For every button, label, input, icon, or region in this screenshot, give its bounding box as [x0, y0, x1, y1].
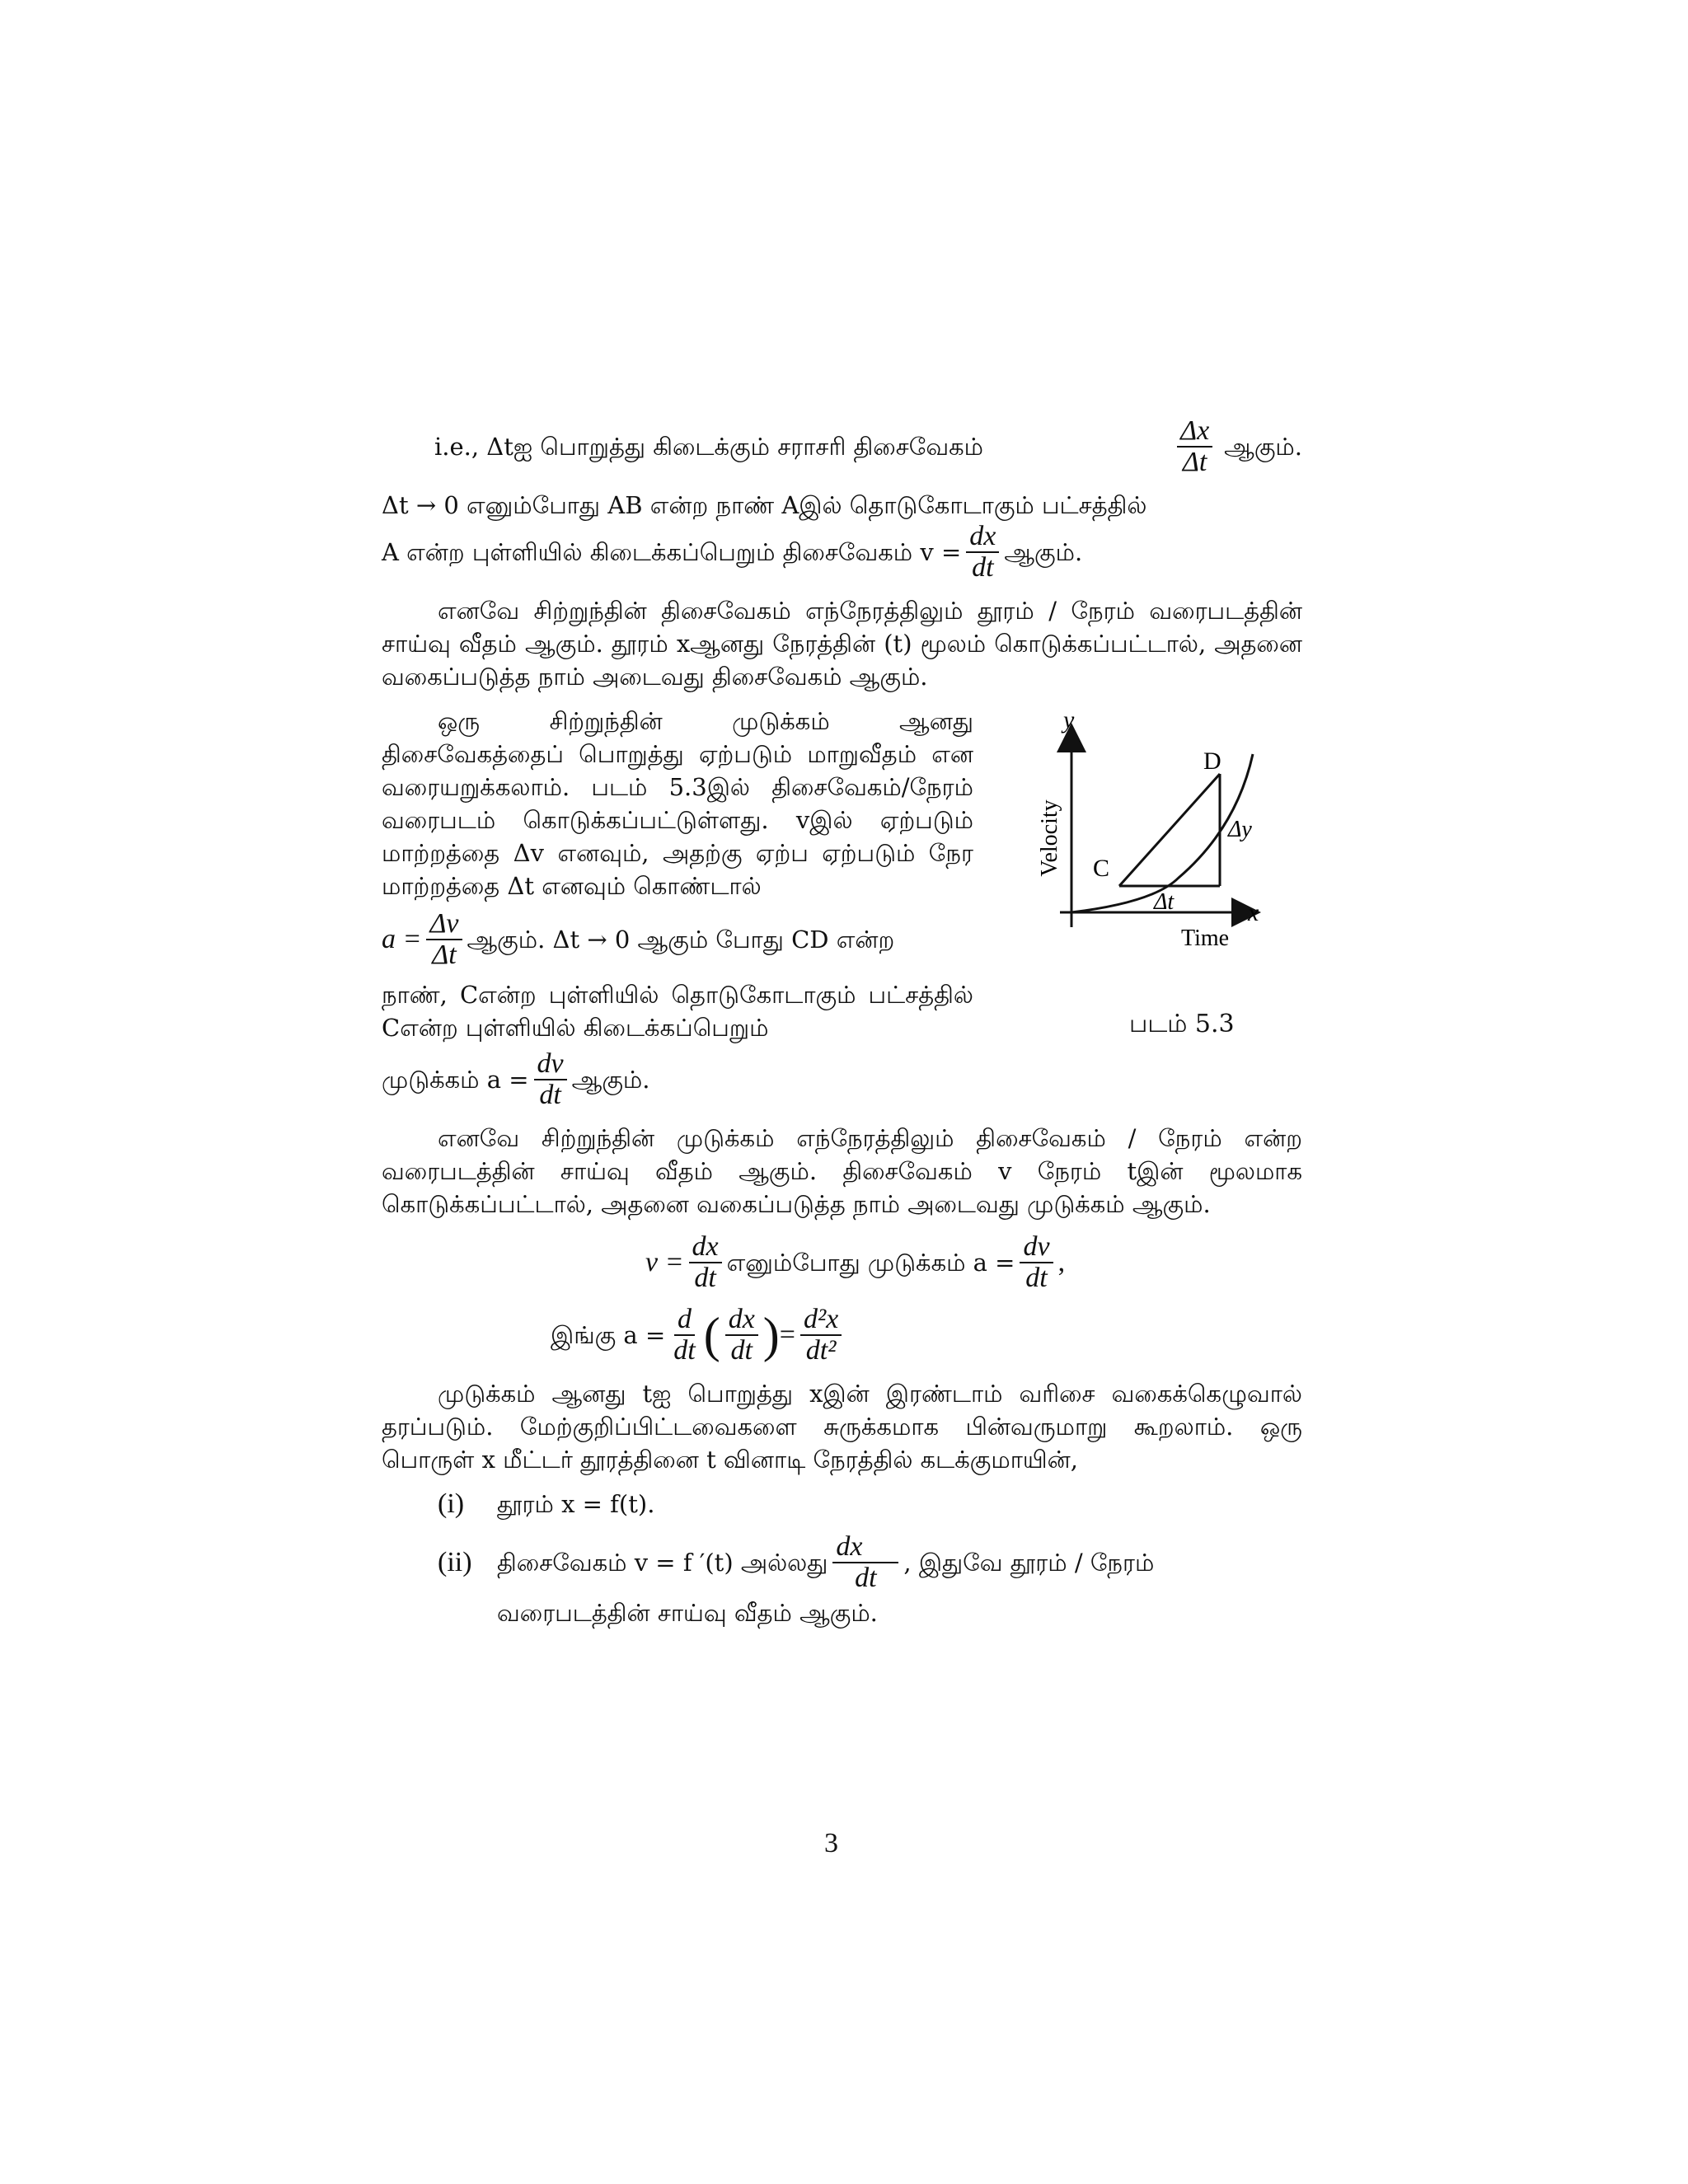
instant-velocity-line: A என்ற புள்ளியில் கிடைக்கப்பெறும் திசைவேகம் v = $\frac{dx}{dt}$ ஆகும்.: [382, 521, 1083, 583]
delta-v-over-delta-t: $\frac{\Delta v}{\Delta t}$: [426, 909, 462, 970]
figure-5-3: [1030, 705, 1302, 1044]
list-item-velocity: (ii) திசைவேகம் v = f ′(t) அல்லது $\frac{dx}{dt}$ , இதுவே தூரம் / நேரம்: [438, 1531, 1155, 1593]
document-body: [382, 416, 1302, 1629]
velocity-time-graph: [1030, 705, 1302, 960]
average-acceleration-equation: a = $\frac{\Delta v}{\Delta t}$ ஆகும். Δt → 0 ஆகும் போது CD என்ற: [382, 908, 895, 970]
point-d-label: D: [1203, 748, 1221, 775]
chord-cd: [1119, 774, 1220, 886]
tangent-at-c-text: நாண், Cஎன்ற புள்ளியில் தொடுகோடாகும் பட்சத்தில் Cஎன்ற புள்ளியில் கிடைக்கப்பெறும்: [382, 981, 973, 1042]
second-derivative-paragraph: முடுக்கம் ஆனது tஐ பொறுத்து xஇன் இரண்டாம் வரிசை வகைக்கெழுவால் தரப்படும். மேற்குறிப்பிட்டவைகளை சுருக்கமாக பின்வருமாறு கூறலாம். ஒரு பொருள் x மீட்டர் தூரத்தினை t வினாடி நேரத்தில் கடக்குமாயின்,: [382, 1380, 1302, 1474]
page-number: 3: [824, 1828, 838, 1858]
acceleration-text-column: [382, 705, 973, 1044]
velocity-acceleration-equation: v = $\frac{dx}{dt}$ எனும்போது முடுக்கம் a = $\frac{dv}{dt}$ ,: [645, 1231, 1066, 1293]
acceleration-definition-paragraph: ஒரு சிற்றுந்தின் முடுக்கம் ஆனது திசைவேகத்தைப் பொறுத்து ஏற்படும் மாறுவீதம் என வரையறுக்கலாம். படம் 5.3இல் திசைவேகம்/நேரம் வரைபடம் கொடுக்கப்பட்டுள்ளது. vஇல் ஏற்படும் மாற்றத்தை Δv எனவும், அதற்கு ஏற்ப ஏற்படும் நேர மாற்றத்தை Δt எனவும் கொண்டால்: [382, 707, 973, 900]
list-item-velocity-continuation: வரைபடத்தின் சாய்வு வீதம் ஆகும்.: [497, 1599, 878, 1627]
dx-over-dt: $\frac{dx}{dt}$: [966, 522, 999, 583]
velocity-axis-title: Velocity: [1037, 799, 1062, 877]
delta-y-label: Δy: [1228, 817, 1252, 842]
acceleration-slope-paragraph: எனவே சிற்றுந்தின் முடுக்கம் எந்நேரத்திலும் திசைவேகம் / நேரம் என்ற வரைபடத்தின் சாய்வு வீதம் ஆகும். திசைவேகம் v நேரம் tஇன் மூலமாக கொடுக்கப்பட்டால், அதனை வகைப்படுத்த நாம் அடைவது முடுக்கம் ஆகும்.: [382, 1124, 1302, 1218]
tangent-limit-line: Δt → 0 எனும்போது AB என்ற நாண் Aஇல் தொடுகோடாகும் பட்சத்தில்: [382, 491, 1147, 519]
x-axis-symbol: x: [1248, 899, 1259, 926]
velocity-slope-paragraph: எனவே சிற்றுந்தின் திசைவேகம் எந்நேரத்திலும் தூரம் / நேரம் வரைபடத்தின் சாய்வு வீதம் ஆகும். தூரம் xஆனது நேரத்தின் (t) மூலம் கொடுக்கப்பட்டால், அதனை வகைப்படுத்த நாம் அடைவது திசைவேகம் ஆகும்.: [382, 597, 1302, 691]
y-axis-symbol: y: [1063, 706, 1075, 733]
dv-over-dt: $\frac{dv}{dt}$: [534, 1049, 567, 1110]
time-axis-title: Time: [1181, 926, 1230, 951]
acceleration-section: [382, 705, 1302, 1044]
instant-acceleration-line: முடுக்கம் a = $\frac{dv}{dt}$ ஆகும்.: [382, 1048, 650, 1110]
second-derivative-equation: இங்கு a = $\frac{d}{dt}$ ( $\frac{dx}{dt}$ ) = $\frac{\text{d²x}}{\text{dt²}}$: [382, 1305, 1302, 1366]
average-velocity-text: i.e., Δtஐ பொறுத்து கிடைக்கும் சராசரி திசைவேகம்: [434, 433, 984, 461]
point-c-label: C: [1093, 855, 1110, 882]
average-velocity-line: i.e., Δtஐ பொறுத்து கிடைக்கும் சராசரி திசைவேகம் $\frac{\Delta x}{\Delta t}$ ஆகும்.: [434, 415, 1302, 477]
list-item-distance: (i) தூரம் x = f(t).: [438, 1488, 655, 1519]
delta-x-over-delta-t: $\frac{\Delta x}{\Delta t}$: [1177, 416, 1212, 477]
figure-caption: படம் 5.3: [1129, 1010, 1235, 1038]
delta-t-label: Δt: [1154, 889, 1175, 915]
